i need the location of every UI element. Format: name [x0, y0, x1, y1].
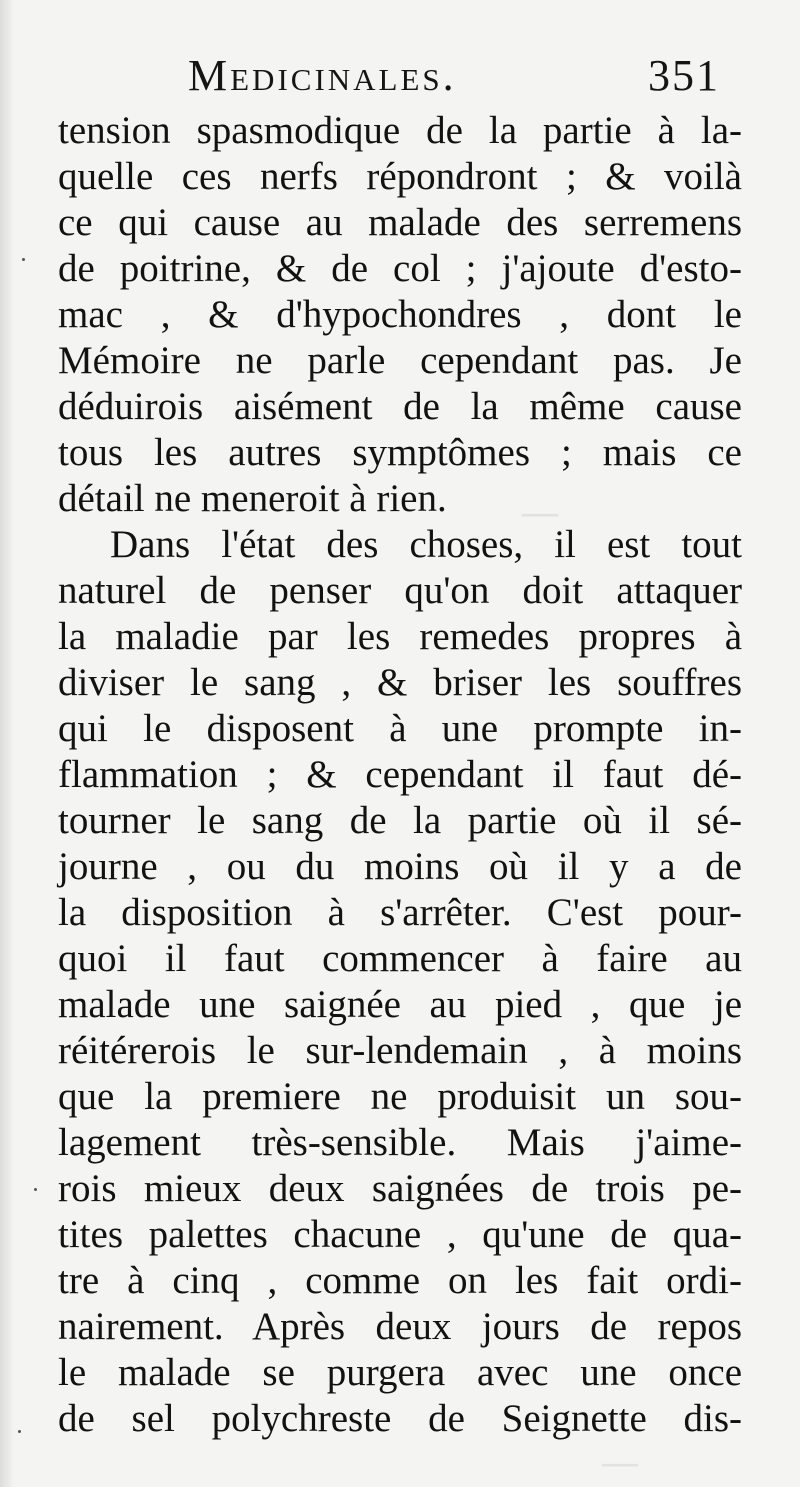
text-line: déduirois aisément de la même cause: [58, 385, 742, 428]
ink-speck: [18, 1430, 21, 1433]
text-line: quelle ces nerfs répondront ; & voilà: [58, 155, 742, 198]
text-line: la disposition à s'arrêter. C'est pour-: [58, 891, 742, 934]
text-line: tourner le sang de la partie où il sé-: [58, 799, 742, 842]
text-line: nairement. Après deux jours de repos: [58, 1305, 742, 1348]
text-line: réitérerois le sur-lendemain , à moins: [58, 1029, 742, 1072]
text-line: malade une saignée au pied , que je: [58, 983, 742, 1026]
text-line: détail ne meneroit à rien.: [58, 477, 447, 520]
show-through-mark: —: [600, 1440, 640, 1486]
text-line: lagement très-sensible. Mais j'aime-: [58, 1121, 742, 1164]
text-line: diviser le sang , & briser les souffres: [58, 661, 742, 704]
page-header: [0, 50, 800, 106]
running-title: Medicinales.: [188, 51, 457, 100]
page-number: 351: [648, 51, 720, 100]
paragraph-first-line: Dans l'état des choses, il est tout: [110, 523, 742, 566]
text-line: la maladie par les remedes propres à: [58, 615, 742, 658]
text-line: tites palettes chacune , qu'une de qua-: [58, 1213, 742, 1256]
text-line: Mémoire ne parle cependant pas. Je: [58, 339, 742, 382]
text-line: que la premiere ne produisit un sou-: [58, 1075, 742, 1118]
text-line: tous les autres symptômes ; mais ce: [58, 431, 742, 474]
text-line: ce qui cause au malade des serremens: [58, 201, 742, 244]
text-line: rois mieux deux saignées de trois pe-: [58, 1167, 742, 1210]
text-line: de sel polychreste de Seignette dis-: [58, 1397, 742, 1440]
text-line: naturel de penser qu'on doit attaquer: [58, 569, 742, 612]
text-line: tre à cinq , comme on les fait ordi-: [58, 1259, 742, 1302]
text-line: journe , ou du moins où il y a de: [58, 845, 742, 888]
body-text: [58, 108, 742, 1442]
page-edge-shadow: [0, 0, 14, 1487]
ink-speck: [22, 258, 25, 261]
text-line: tension spasmodique de la partie à la-: [58, 109, 742, 152]
text-line: quoi il faut commencer à faire au: [58, 937, 742, 980]
text-line: de poitrine, & de col ; j'ajoute d'esto-: [58, 247, 742, 290]
show-through-mark: —: [520, 490, 560, 536]
text-line: mac , & d'hypochondres , dont le: [58, 293, 742, 336]
text-line: flammation ; & cependant il faut dé-: [58, 753, 742, 796]
ink-speck: [34, 1188, 37, 1191]
text-line: le malade se purgera avec une once: [58, 1351, 742, 1394]
text-line: qui le disposent à une prompte in-: [58, 707, 742, 750]
